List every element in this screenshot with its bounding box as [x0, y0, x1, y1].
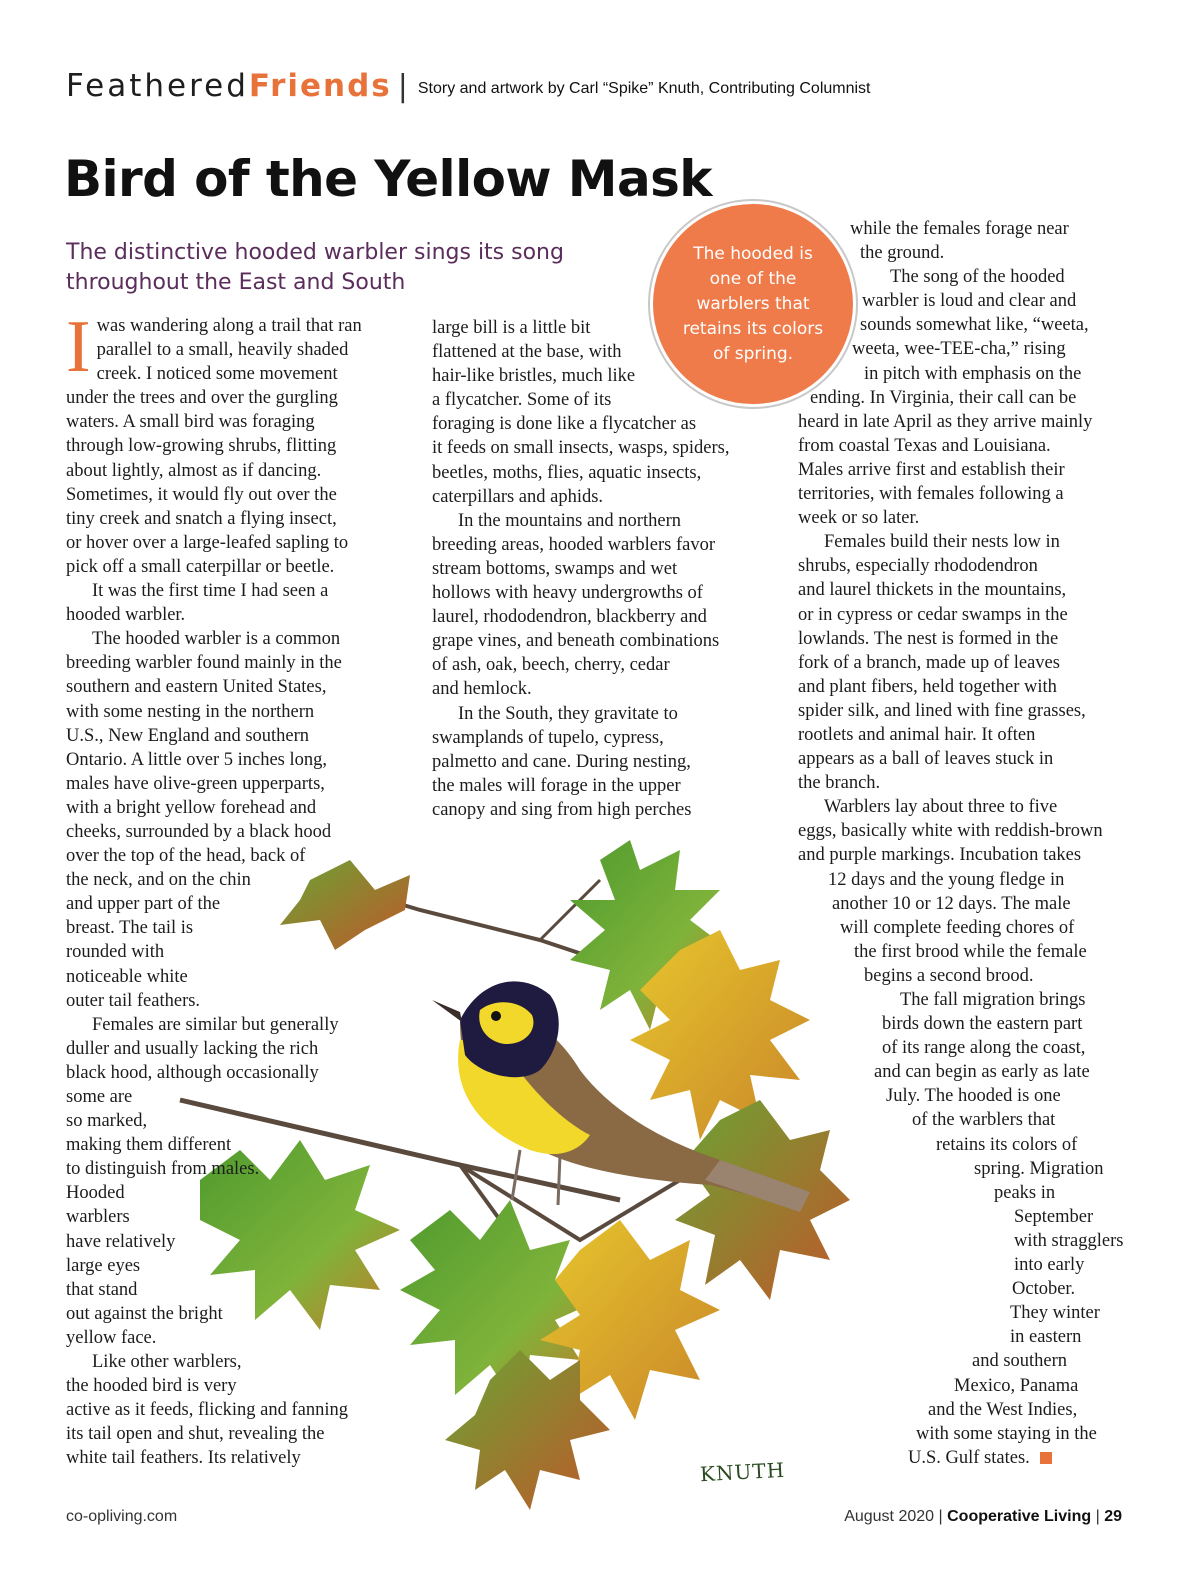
- col1-line: over the top of the head, back of: [66, 846, 306, 867]
- col3-line: in eastern: [1010, 1327, 1082, 1348]
- col3-line: and can begin as early as late: [874, 1062, 1090, 1083]
- col3-line: the ground.: [860, 243, 945, 264]
- col3-line: week or so later.: [798, 508, 920, 529]
- col3-line: in pitch with emphasis on the: [864, 363, 1082, 384]
- col3-line: sounds somewhat like, “weeta,: [860, 315, 1089, 336]
- col2-line: it feeds on small insects, wasps, spiders,: [432, 438, 730, 459]
- col3-line: October.: [1012, 1279, 1076, 1300]
- col3-line: July. The hooded is one: [886, 1086, 1061, 1107]
- col1-line: some are: [66, 1087, 133, 1107]
- col2-line: caterpillars and aphids.: [432, 486, 604, 507]
- article-column-2: [432, 316, 730, 822]
- col2-line: grape vines, and beneath combinations: [432, 631, 720, 652]
- col3-line: and southern: [972, 1351, 1068, 1372]
- col2-line: In the mountains and northern: [458, 510, 681, 531]
- col1-line: so marked,: [66, 1111, 148, 1132]
- col1-line: breeding warbler found mainly in the: [66, 653, 342, 674]
- col3-line: another 10 or 12 days. The male: [832, 893, 1071, 914]
- col3-line: They winter: [1010, 1303, 1100, 1324]
- col3-line: begins a second brood.: [864, 965, 1034, 986]
- col3-line: the branch.: [798, 773, 881, 794]
- col2-line: hair-like bristles, much like: [432, 366, 636, 387]
- col1-line: hooded warbler.: [66, 605, 186, 626]
- col1-line: with some nesting in the northern: [66, 701, 315, 722]
- col3-line: will complete feeding chores of: [840, 917, 1075, 938]
- header-separator: |: [397, 69, 408, 104]
- col3-line: September: [1014, 1206, 1094, 1227]
- col1-line: that stand: [66, 1279, 138, 1300]
- pull-quote-circle: [650, 201, 856, 407]
- col3-line: with stragglers: [1014, 1230, 1124, 1251]
- footer-issue-date: August 2020: [844, 1508, 935, 1525]
- col3-line: U.S. Gulf states.: [798, 1446, 1123, 1470]
- col2-line: canopy and sing from high perches: [432, 799, 692, 820]
- col2-line: the males will forage in the upper: [432, 775, 681, 796]
- col3-line: or in cypress or cedar swamps in the: [798, 604, 1068, 625]
- col3-line: and laurel thickets in the mountains,: [798, 580, 1067, 601]
- col1-line: outer tail feathers.: [66, 990, 201, 1011]
- col1-line: have relatively: [66, 1231, 176, 1252]
- col3-line: The fall migration brings: [900, 990, 1086, 1010]
- deck: The distinctive hooded warbler sings its song throughout the East and South: [66, 240, 564, 295]
- col1-line: Like other warblers,: [92, 1352, 242, 1373]
- col3-line: of its range along the coast,: [882, 1038, 1086, 1059]
- footer-website: co-opliving.com: [66, 1508, 178, 1525]
- col1-line: to distinguish from males.: [66, 1159, 260, 1180]
- col3-line: spring. Migration: [974, 1158, 1104, 1179]
- footer-issue-info: [844, 1508, 1122, 1526]
- footer-magazine-name: Cooperative Living: [947, 1508, 1092, 1525]
- column-header: [66, 68, 871, 112]
- col2-line: palmetto and cane. During nesting,: [432, 751, 691, 772]
- col3-line: Males arrive first and establish their: [798, 459, 1065, 480]
- col3-line: of the warblers that: [912, 1110, 1056, 1131]
- col1-line: It was the first time I had seen a: [92, 581, 329, 602]
- end-of-article-mark: [1040, 1452, 1052, 1464]
- col3-line: lowlands. The nest is formed in the: [798, 628, 1059, 649]
- col3-line: peaks in: [994, 1182, 1056, 1203]
- drop-cap: I: [66, 306, 91, 388]
- col3-line: and the West Indies,: [928, 1399, 1078, 1420]
- col1-line: large eyes: [66, 1255, 141, 1276]
- col2-line: In the South, they gravitate to: [458, 703, 678, 724]
- footer-separator: |: [938, 1508, 943, 1525]
- col1-line: was wandering along a trail that ran: [96, 316, 362, 336]
- col1-line: the neck, and on the chin: [66, 870, 251, 891]
- col1-line: yellow face.: [66, 1327, 157, 1348]
- col3-line: Mexico, Panama: [954, 1375, 1079, 1396]
- col3-line: weeta, wee-TEE-cha,” rising: [852, 339, 1066, 360]
- article-column-3: [798, 217, 1123, 1470]
- footer-separator-2: |: [1095, 1508, 1100, 1525]
- col1-line: Sometimes, it would fly out over the: [66, 484, 337, 505]
- col1-line: white tail feathers. Its relatively: [66, 1448, 301, 1469]
- col1-line: pick off a small caterpillar or beetle.: [66, 556, 335, 577]
- byline: Story and artwork by Carl “Spike” Knuth, Contributing Columnist: [417, 80, 871, 97]
- col3-line: spider silk, and lined with fine grasses,: [798, 700, 1086, 721]
- col1-line: its tail open and shut, revealing the: [66, 1424, 325, 1445]
- col1-line: with a bright yellow forehead and: [66, 797, 317, 818]
- col3-line: retains its colors of: [936, 1134, 1078, 1155]
- col2-line: hollows with heavy undergrowths of: [432, 583, 703, 604]
- col1-line: active as it feeds, flicking and fanning: [66, 1400, 349, 1421]
- col2-line: a flycatcher. Some of its: [432, 390, 612, 411]
- column-name-feathered: Feathered: [66, 68, 249, 104]
- col2-line: large bill is a little bit: [432, 318, 591, 338]
- col2-line: flattened at the base, with: [432, 342, 622, 363]
- col3-line: territories, with females following a: [798, 484, 1064, 505]
- col3-line: rootlets and animal hair. It often: [798, 724, 1036, 745]
- artist-signature: KNUTH: [699, 1457, 786, 1487]
- col1-line: rounded with: [66, 942, 165, 963]
- col3-line: and purple markings. Incubation takes: [798, 845, 1082, 866]
- col3-line: from coastal Texas and Louisiana.: [798, 435, 1051, 456]
- col3-line: while the females forage near: [850, 219, 1069, 239]
- col1-line: creek. I noticed some movement: [96, 364, 338, 385]
- col3-line: into early: [1014, 1255, 1085, 1276]
- col1-line: males have olive-green upperparts,: [66, 773, 325, 794]
- col2-line: swamplands of tupelo, cypress,: [432, 727, 664, 748]
- col1-line: the hooded bird is very: [66, 1376, 237, 1397]
- col1-line: tiny creek and snatch a flying insect,: [66, 508, 337, 529]
- pull-quote-text: The hooded is one of the warblers that retains its colors of spring.: [682, 243, 824, 364]
- column-name-friends: Friends: [248, 68, 392, 104]
- footer-page-number: 29: [1104, 1508, 1122, 1525]
- col3-line: Warblers lay about three to five: [824, 797, 1058, 818]
- col3-line: the first brood while the female: [854, 941, 1087, 962]
- col1-line: Ontario. A little over 5 inches long,: [66, 749, 328, 770]
- col2-line: of ash, oak, beech, cherry, cedar: [432, 655, 670, 676]
- col1-line: and upper part of the: [66, 894, 221, 915]
- col3-line: shrubs, especially rhododendron: [798, 556, 1038, 577]
- col1-line: parallel to a small, heavily shaded: [96, 340, 349, 361]
- col1-line: Hooded: [66, 1183, 125, 1204]
- col3-line: with some staying in the: [916, 1423, 1097, 1444]
- col1-line: making them different: [66, 1135, 232, 1156]
- col3-line: eggs, basically white with reddish-brown: [798, 821, 1103, 842]
- col1-line: Females are similar but generally: [92, 1014, 339, 1035]
- col1-line: duller and usually lacking the rich: [66, 1038, 319, 1059]
- col3-line: The song of the hooded: [890, 267, 1065, 288]
- col3-line: Females build their nests low in: [824, 532, 1060, 553]
- col3-line: warbler is loud and clear and: [862, 291, 1077, 312]
- col1-line: or hover over a large-leafed sapling to: [66, 532, 349, 553]
- col1-line: warblers: [66, 1207, 130, 1228]
- col1-line: breast. The tail is: [66, 918, 194, 939]
- col2-line: beetles, moths, flies, aquatic insects,: [432, 462, 702, 483]
- col3-line: appears as a ball of leaves stuck in: [798, 749, 1054, 770]
- col2-line: laurel, rhododendron, blackberry and: [432, 607, 707, 628]
- col3-line: 12 days and the young fledge in: [828, 869, 1065, 890]
- col3-line: and plant fibers, held together with: [798, 676, 1057, 697]
- col3-line: fork of a branch, made up of leaves: [798, 652, 1060, 673]
- col1-line: cheeks, surrounded by a black hood: [66, 821, 332, 842]
- col1-line: noticeable white: [66, 966, 188, 987]
- col1-line: U.S., New England and southern: [66, 725, 310, 746]
- col1-line: The hooded warbler is a common: [92, 629, 341, 650]
- col1-line: southern and eastern United States,: [66, 677, 327, 698]
- col3-line: ending. In Virginia, their call can be: [810, 387, 1077, 408]
- col1-line: under the trees and over the gurgling: [66, 388, 338, 409]
- col2-line: and hemlock.: [432, 679, 532, 700]
- col3-line: birds down the eastern part: [882, 1014, 1083, 1035]
- headline: Bird of the Yellow Mask: [64, 150, 712, 208]
- col2-line: foraging is done like a flycatcher as: [432, 414, 697, 435]
- col1-line: out against the bright: [66, 1303, 223, 1324]
- col1-line: waters. A small bird was foraging: [66, 412, 315, 433]
- col3-line: heard in late April as they arrive mainly: [798, 411, 1093, 432]
- col2-line: breeding areas, hooded warblers favor: [432, 534, 716, 555]
- article-column-1: [66, 306, 362, 1471]
- col1-line: about lightly, almost as if dancing.: [66, 460, 322, 481]
- col1-line: black hood, although occasionally: [66, 1062, 319, 1083]
- col2-line: stream bottoms, swamps and wet: [432, 558, 678, 579]
- col1-line: through low-growing shrubs, flitting: [66, 436, 337, 457]
